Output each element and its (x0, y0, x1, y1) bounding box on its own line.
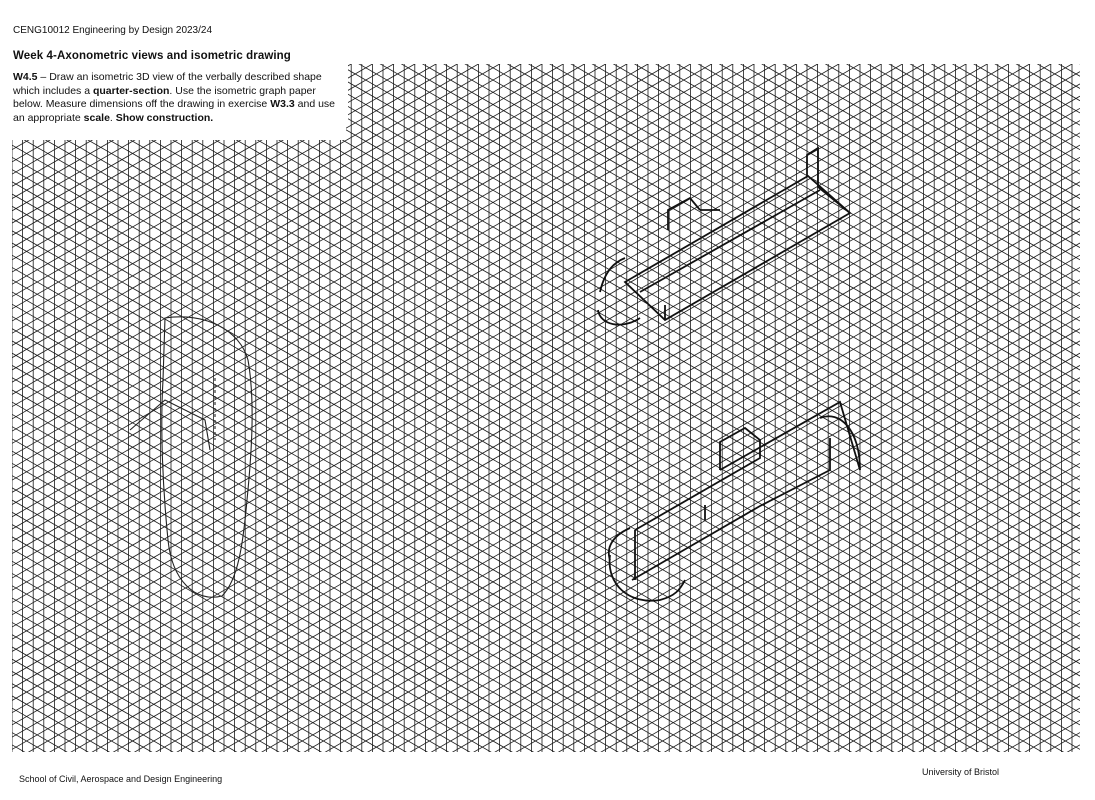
task-description (13, 71, 348, 125)
task-keyword-scale: scale (83, 111, 110, 124)
grid-line (12, 439, 1080, 800)
grid-line (12, 206, 1080, 800)
grid-line (12, 500, 1080, 800)
grid-line (12, 500, 1080, 800)
grid-line (12, 549, 1080, 800)
grid-line (12, 549, 1080, 800)
grid-line (12, 794, 1080, 800)
task-text-1: – Draw an isometric 3D view of the verbally described shape which includes a (13, 71, 322, 97)
grid-line (12, 280, 1080, 800)
grid-line (12, 194, 1080, 800)
grid-line (12, 745, 1080, 800)
grid-line (12, 720, 1080, 800)
grid-line (12, 280, 1080, 800)
task-text-4: . (109, 111, 116, 124)
grid-line (12, 696, 1080, 800)
grid-line (12, 402, 1080, 800)
grid-line (12, 390, 1080, 800)
grid-line (12, 329, 1080, 800)
grid-line (12, 720, 1080, 800)
grid-line (12, 586, 1080, 800)
grid-line (12, 0, 1080, 284)
grid-line (12, 304, 1080, 800)
grid-line (12, 598, 1080, 800)
grid-line (12, 573, 1080, 800)
grid-line (12, 0, 1080, 284)
page-title: Week 4-Axonometric views and isometric drawing (13, 50, 291, 62)
grid-line (12, 0, 1080, 272)
grid-line (12, 0, 1080, 321)
grid-line (12, 561, 1080, 800)
grid-line (12, 414, 1080, 800)
task-text-2: . Use the isometric graph paper below. Measure dimensions off the drawing in exercise (13, 84, 316, 111)
task-keyword-quarter-section: quarter-section (92, 84, 170, 97)
grid-line (12, 341, 1080, 800)
grid-line (12, 439, 1080, 800)
grid-line (12, 573, 1080, 800)
course-header: CENG10012 Engineering by Design 2023/24 (13, 25, 213, 36)
grid-line (12, 586, 1080, 800)
grid-line (12, 451, 1080, 800)
grid-line (12, 524, 1080, 800)
grid-line (12, 708, 1080, 800)
footer-university: University of Bristol (922, 767, 1000, 777)
grid-line (12, 0, 1080, 321)
footer-school: School of Civil, Aerospace and Design Engineering (19, 774, 223, 784)
grid-line (12, 0, 1080, 297)
task-text-3: and use an appropriate (13, 98, 336, 124)
task-keyword-show-construction: Show construction. (115, 111, 214, 124)
grid-line (12, 218, 1080, 800)
grid-line (12, 524, 1080, 800)
grid-line (12, 218, 1080, 800)
grid-line (12, 402, 1080, 800)
grid-line (12, 390, 1080, 800)
grid-line (12, 598, 1080, 800)
grid-line (12, 708, 1080, 800)
grid-line (12, 194, 1080, 800)
grid-line (12, 304, 1080, 800)
grid-line (12, 463, 1080, 800)
task-keyword-exercise: W3.3 (270, 98, 295, 111)
grid-line (12, 794, 1080, 800)
grid-line (12, 745, 1080, 800)
grid-line (12, 610, 1080, 800)
grid-line (12, 610, 1080, 800)
grid-line (12, 463, 1080, 800)
grid-line (12, 414, 1080, 800)
grid-line (12, 206, 1080, 800)
grid-line (12, 0, 1080, 272)
grid-line (12, 341, 1080, 800)
grid-line (12, 696, 1080, 800)
grid-line (12, 561, 1080, 800)
grid-line (12, 353, 1080, 800)
grid-line (12, 0, 1080, 297)
grid-line (12, 451, 1080, 800)
grid-line (12, 782, 1080, 800)
instructions-box (13, 50, 348, 125)
task-code: W4.5 (13, 71, 38, 83)
grid-line (12, 329, 1080, 800)
grid-line (12, 353, 1080, 800)
grid-line (12, 782, 1080, 800)
